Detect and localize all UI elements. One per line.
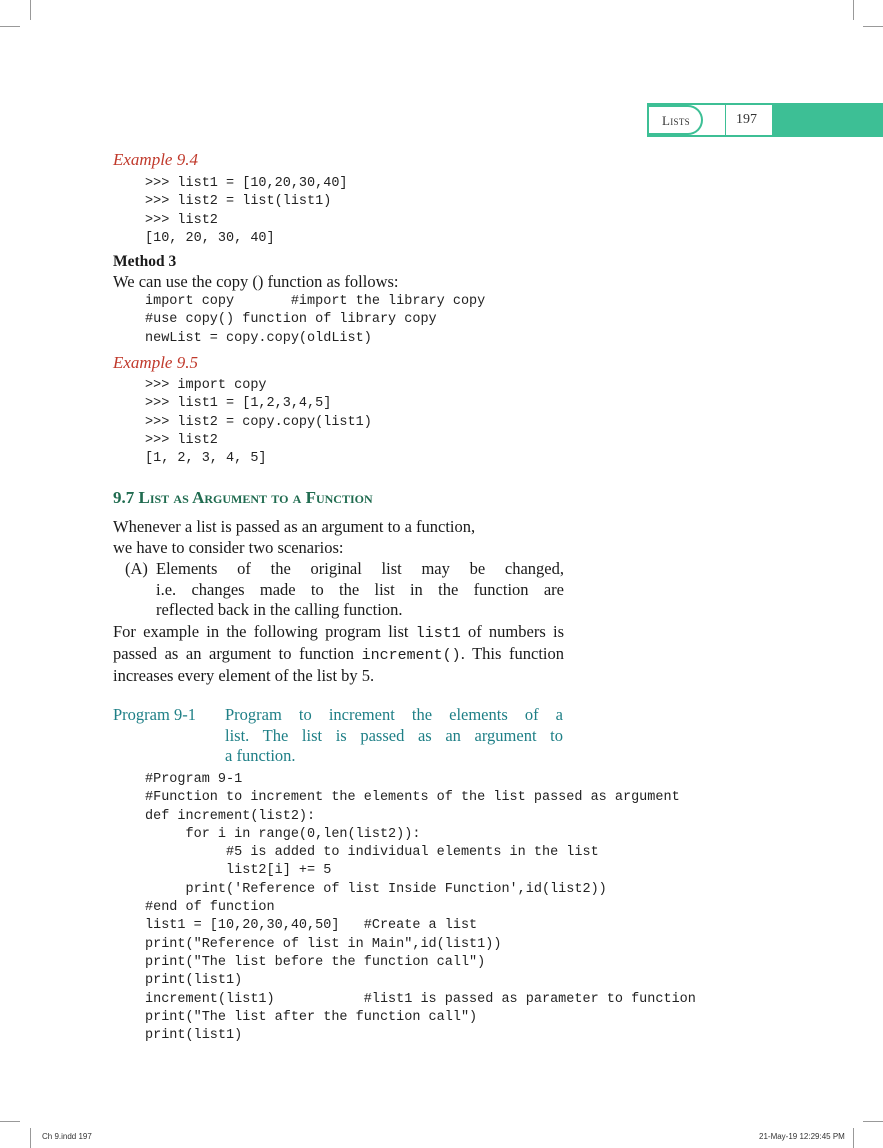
code-line: print("The list after the function call")	[145, 1009, 478, 1025]
code-line: >>> import copy	[145, 378, 267, 393]
code-line: increment(list1) #list1 is passed as parameter to function	[145, 991, 696, 1007]
code-line: newList = copy.copy(oldList)	[145, 330, 372, 346]
crop-mark-br-h	[863, 1121, 883, 1122]
code-line: [1, 2, 3, 4, 5]	[145, 451, 267, 467]
inline-code: list1	[415, 625, 461, 642]
code-line: #Program 9-1	[145, 772, 243, 787]
code-line: print('Reference of list Inside Function',id(list2))	[145, 881, 607, 897]
paragraph-text: For example in the following program list	[113, 622, 416, 641]
method-3-intro: We can use the copy () function as follows:	[113, 272, 399, 291]
caption-line: Program to increment the elements of a	[225, 705, 563, 724]
section-paragraph-1	[113, 517, 565, 558]
code-line: >>> list2	[145, 432, 218, 448]
code-line: for i in range(0,len(list2)):	[145, 826, 421, 842]
program-label: Program 9-1	[113, 705, 196, 724]
section-heading	[113, 488, 373, 508]
code-line: #use copy() function of library copy	[145, 312, 437, 328]
page-number: 197	[736, 112, 757, 127]
paragraph-line: we have to consider two scenarios:	[113, 537, 344, 557]
code-line: def increment(list2):	[145, 808, 316, 824]
section-paragraph-2	[113, 622, 564, 687]
method-3-code	[145, 293, 485, 348]
code-line: >>> list2 = copy.copy(list1)	[145, 414, 372, 430]
code-line: #5 is added to individual elements in the list	[145, 845, 599, 861]
list-item-line: i.e. changes made to the list in the function are	[156, 579, 564, 599]
paragraph-text: of numbers is passed as an argument to function	[113, 622, 564, 663]
example-9-5-title: Example 9.5	[113, 353, 198, 372]
example-9-5-code	[145, 377, 372, 468]
list-item-a-text	[156, 559, 564, 621]
header-band-fill	[772, 103, 883, 137]
header-divider	[725, 105, 726, 135]
inline-code: increment()	[361, 647, 461, 664]
caption-line: list. The list is passed as an argument to	[225, 725, 563, 745]
crop-mark-tr-v	[853, 0, 854, 20]
code-line: >>> list2	[145, 212, 218, 228]
code-line: print("The list before the function call")	[145, 954, 486, 970]
list-item-a-label: (A)	[125, 559, 148, 578]
example-9-4-code	[145, 175, 348, 248]
method-3-heading: Method 3	[113, 253, 177, 270]
section-title: List as Argument to a Function	[138, 488, 373, 507]
list-item-line: Elements of the original list may be changed,	[156, 559, 564, 578]
section-number: 9.7	[113, 488, 135, 507]
footer-timestamp: 21-May-19 12:29:45 PM	[759, 1132, 845, 1141]
header-bottom-line	[647, 135, 772, 137]
program-caption	[225, 705, 563, 767]
crop-mark-bl-h	[0, 1121, 20, 1122]
program-code	[145, 771, 696, 1045]
list-item-line: reflected back in the calling function.	[156, 600, 403, 619]
code-line: list2[i] += 5	[145, 863, 332, 879]
crop-mark-tl-v	[30, 0, 31, 20]
code-line: list1 = [10,20,30,40,50] #Create a list	[145, 918, 478, 934]
code-line: >>> list2 = list(list1)	[145, 194, 332, 210]
paragraph-text: . This function increases every element of the list by 5.	[113, 644, 565, 685]
code-line: >>> list1 = [1,2,3,4,5]	[145, 396, 332, 412]
header-section-label: Lists	[662, 113, 690, 128]
crop-mark-tr-h	[863, 26, 883, 27]
paragraph-line: Whenever a list is passed as an argument to a function,	[113, 517, 476, 536]
code-line: import copy #import the library copy	[145, 294, 486, 309]
code-line: print("Reference of list in Main",id(list1))	[145, 936, 502, 952]
code-line: #end of function	[145, 900, 275, 916]
footer-file-info: Ch 9.indd 197	[42, 1132, 92, 1141]
crop-mark-tl-h	[0, 26, 20, 27]
caption-line: a function.	[225, 746, 296, 765]
crop-mark-bl-v	[30, 1128, 31, 1148]
code-line: print(list1)	[145, 1028, 243, 1044]
crop-mark-br-v	[853, 1128, 854, 1148]
code-line: #Function to increment the elements of the list passed as argument	[145, 790, 680, 806]
code-line: print(list1)	[145, 973, 243, 989]
code-line: [10, 20, 30, 40]	[145, 230, 275, 246]
example-9-4-title: Example 9.4	[113, 150, 198, 169]
code-line: >>> list1 = [10,20,30,40]	[145, 176, 348, 191]
